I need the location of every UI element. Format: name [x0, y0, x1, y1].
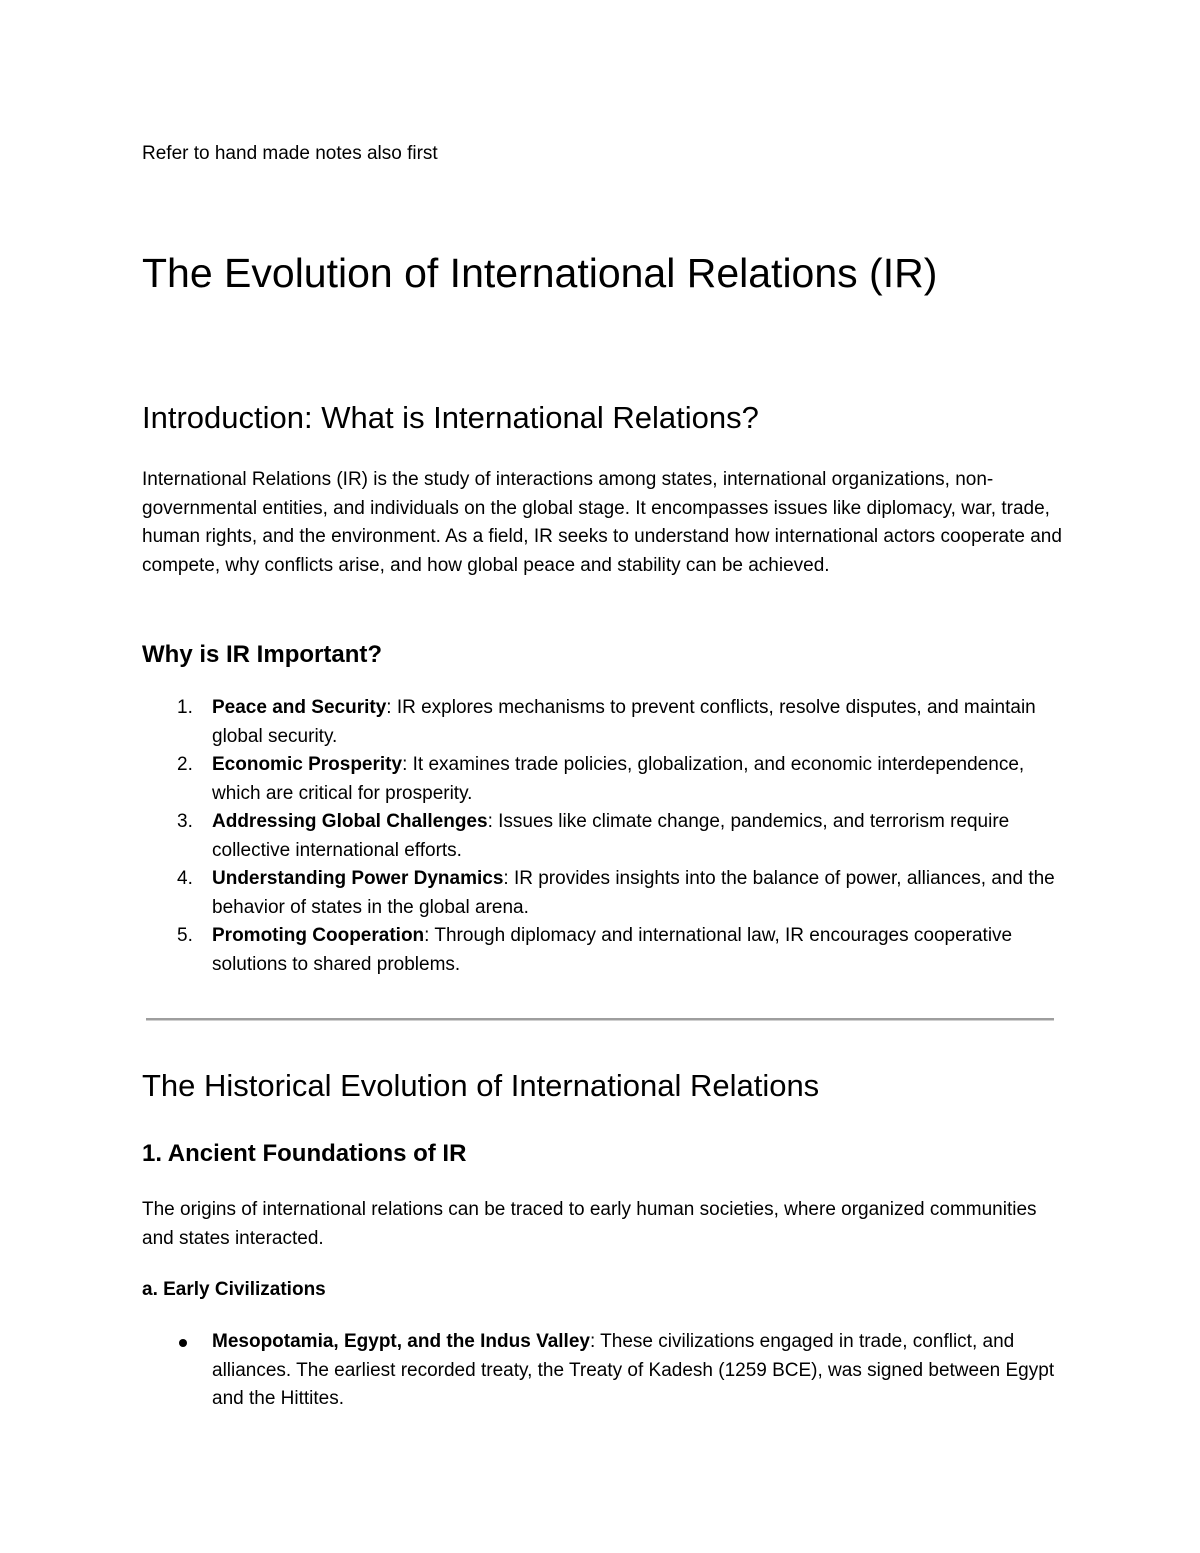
intro-heading: Introduction: What is International Relations? [142, 400, 759, 435]
list-item-term: Addressing Global Challenges [212, 811, 488, 832]
history-heading: The Historical Evolution of International Relations [142, 1068, 820, 1103]
list-item-term: Peace and Security [212, 697, 387, 718]
list-item [142, 808, 1062, 865]
list-item-term: Economic Prosperity [212, 754, 403, 775]
list-number: 3. [177, 811, 193, 832]
intro-paragraph: International Relations (IR) is the study of interactions among states, international organizations, non-governmental entities, and individuals on the global stage. It encompasses issues like diplomacy, war, trade, human rights, and the environment. As a field, IR seeks to understand how international actors cooperate and compete, why conflicts arise, and how global peace and stability can be achieved. [142, 469, 1062, 576]
section-ancient-paragraph: The origins of international relations can be traced to early human societies, where organized communities and states interacted. [142, 1199, 1037, 1249]
list-item-text: : IR provides insights into the balance of power, alliances, and the behavior of states in the global arena. [212, 868, 1055, 918]
list-item-term: Promoting Cooperation [212, 925, 425, 946]
list-item [142, 865, 1062, 922]
document-title: The Evolution of International Relations (IR) [142, 250, 938, 296]
list-item [142, 751, 1062, 808]
list-item-text: : Issues like climate change, pandemics, and terrorism require collective international efforts. [212, 811, 1010, 861]
early-civilizations-list [142, 1328, 1062, 1414]
horizontal-divider [146, 1018, 1054, 1021]
list-number: 5. [177, 925, 193, 946]
list-item-text: : Through diplomacy and international law, IR encourages cooperative solutions to shared problems. [212, 925, 1013, 975]
list-item-text: : IR explores mechanisms to prevent conflicts, resolve disputes, and maintain global security. [212, 697, 1036, 747]
top-note: Refer to hand made notes also first [142, 143, 438, 164]
importance-heading: Why is IR Important? [142, 641, 382, 668]
list-item [142, 1328, 1062, 1414]
list-item [142, 922, 1062, 979]
list-number: 2. [177, 754, 193, 775]
importance-list [142, 694, 1062, 979]
section-ancient-heading: 1. Ancient Foundations of IR [142, 1140, 467, 1167]
list-number: 1. [177, 697, 193, 718]
list-item-text: : It examines trade policies, globalization, and economic interdependence, which are critical for prosperity. [212, 754, 1025, 804]
list-item-term: Understanding Power Dynamics [212, 868, 504, 889]
list-item-term: Mesopotamia, Egypt, and the Indus Valley [212, 1331, 590, 1352]
list-number: 4. [177, 868, 193, 889]
list-item [142, 694, 1062, 751]
early-civilizations-heading: a. Early Civilizations [142, 1279, 326, 1300]
bullet-icon [179, 1339, 187, 1347]
list-item-text: : These civilizations engaged in trade, conflict, and alliances. The earliest recorded treaty, the Treaty of Kadesh (1259 BCE), was signed between Egypt and the Hittites. [212, 1331, 1055, 1409]
